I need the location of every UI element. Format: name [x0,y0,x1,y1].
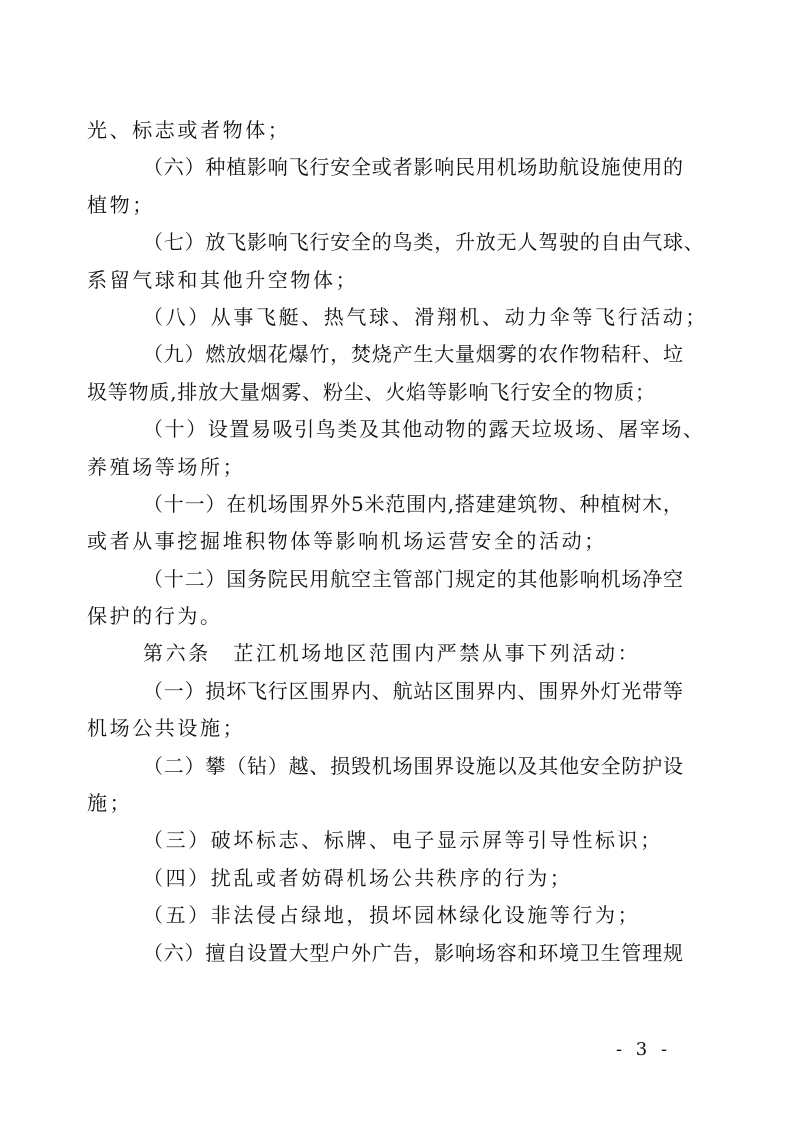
text-line: （五）非法侵占绿地，损坏园林绿化设施等行为； [143,903,641,928]
text-line: （十二）国务院民用航空主管部门规定的其他影响机场净空 [143,566,684,591]
text-line: 系留气球和其他升空物体； [87,267,359,292]
text-line: （六）种植影响飞行安全或者影响民用机场助航设施使用的 [143,155,684,180]
text-line: 植物； [87,192,155,217]
text-line: （四）扰乱或者妨碍机场公共秩序的行为； [143,865,573,890]
text-line: （十一）在机场围界外5米范围内,搭建建筑物、种植树木， [143,491,684,516]
text-line: （二）攀（钻）越、损毁机场围界设施以及其他安全防护设 [143,753,684,778]
text-line: （十）设置易吸引鸟类及其他动物的露天垃圾场、屠宰场、 [143,417,705,442]
text-line: （六）擅自设置大型户外广告，影响场容和环境卫生管理规 [143,940,684,965]
text-line: 或者从事挖掘堆积物体等影响机场运营安全的活动； [87,529,607,554]
text-line: 保护的行为。 [87,604,223,629]
text-line: 机场公共设施； [87,716,246,741]
text-line: 圾等物质,排放大量烟雾、粉尘、火焰等影响飞行安全的物质； [87,379,656,404]
page-number: - 3 - [616,1039,672,1060]
text-line: 养殖场等场所； [87,454,246,479]
text-line: （一）损坏飞行区围界内、航站区围界内、围界外灯光带等 [143,678,684,703]
article-heading: 第六条 芷江机场地区范围内严禁从事下列活动： [143,641,641,666]
text-line: （三）破坏标志、标牌、电子显示屏等引导性标识； [143,828,663,853]
text-line: 光、标志或者物体； [87,118,291,142]
text-line: （九）燃放烟花爆竹，焚烧产生大量烟雾的农作物秸秆、垃 [143,342,684,367]
text-line: 施； [87,791,133,816]
text-line: （七）放飞影响飞行安全的鸟类，升放无人驾驶的自由气球、 [143,230,705,255]
text-line: （八）从事飞艇、热气球、滑翔机、动力伞等飞行活动； [143,304,708,329]
body-text [87,112,709,972]
